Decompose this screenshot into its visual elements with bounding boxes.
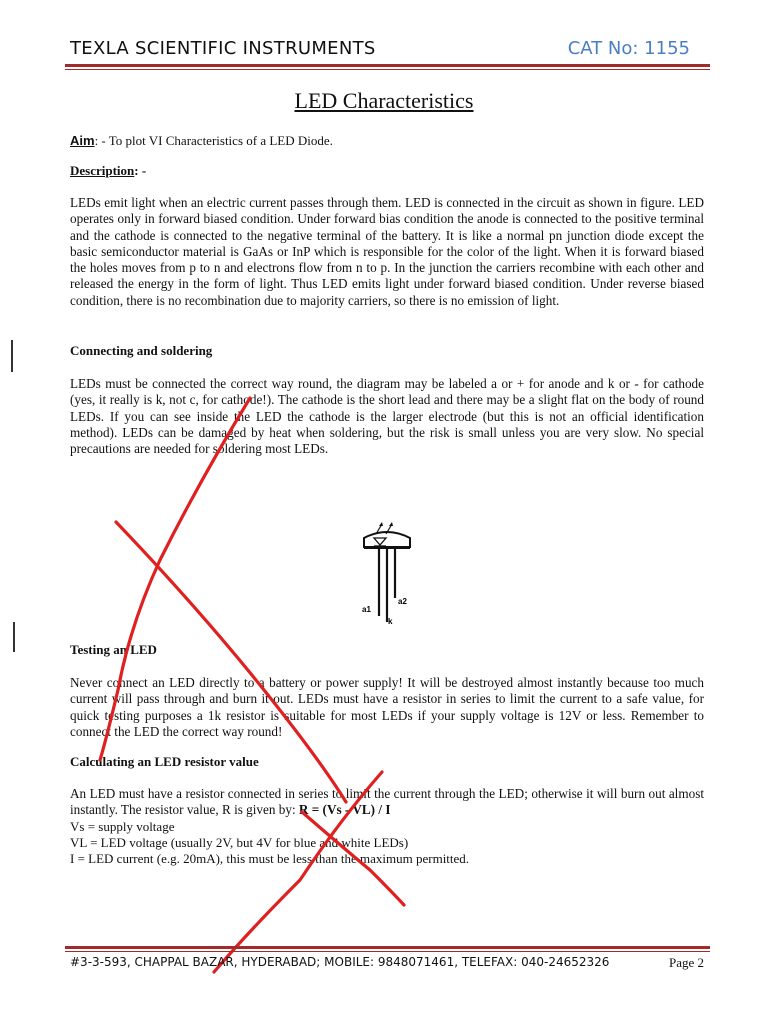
led-diagram: [352, 518, 422, 628]
page-title: LED Characteristics: [294, 88, 474, 113]
i-definition: I = LED current (e.g. 20mA), this must be less than the maximum permitted.: [70, 851, 470, 866]
company-name: TEXLA SCIENTIFIC INSTRUMENTS: [70, 38, 376, 59]
footer-rule-thick: [65, 946, 710, 949]
catalog-number: CAT No: 1155: [567, 38, 690, 59]
vs-definition: Vs = supply voltage: [70, 819, 175, 834]
margin-mark-top: [11, 340, 13, 372]
header-rule-thin: [65, 69, 710, 70]
testing-heading: Testing an LED: [70, 642, 157, 657]
connecting-heading: Connecting and soldering: [70, 343, 213, 358]
footer-address: #3-3-593, CHAPPAL BAZAR, HYDERABAD; MOBILE: 9848071461, TELEFAX: 040-24652326: [70, 955, 610, 969]
page-number: Page 2: [668, 955, 704, 970]
calculating-text: An LED must have a resistor connected in series to limit the current through the LED; otherwise it will burn out almost instantly. The resistor value, R is given by:: [70, 786, 704, 818]
diagram-label-a1: a1: [362, 605, 371, 614]
connecting-paragraph: LEDs must be connected the correct way round, the diagram may be labeled a or + for anode and k or - for cathode (yes, it really is k, not c, for cathode!). The cathode is the short lead and there may be a slight flat on the body of round LEDs. If you can see inside the LED the cathode is the larger electrode (but this is not an official identification method). LEDs can be damaged by heat when soldering, but the risk is small unless you are very slow. No special precautions are needed for soldering most LEDs.: [70, 376, 704, 457]
diagram-label-a2: a2: [398, 597, 407, 606]
footer: [70, 955, 704, 969]
header-rule-thick: [65, 64, 710, 67]
margin-mark-bottom: [13, 622, 15, 652]
calculating-heading: Calculating an LED resistor value: [70, 754, 259, 769]
vl-definition: VL = LED voltage (usually 2V, but 4V for blue and white LEDs): [70, 835, 409, 850]
resistor-formula: R = (Vs - VL) / I: [298, 802, 391, 818]
description-label: Description: [70, 163, 135, 178]
aim-text: : - To plot VI Characteristics of a LED Diode.: [94, 133, 333, 148]
testing-paragraph: Never connect an LED directly to a battery or power supply! It will be destroyed almost instantly because too much current will pass through and burn it out. LEDs must have a resistor in series to limit the current to a safe value, for quick testing purposes a 1k resistor is suitable for most LEDs if your supply voltage is 12V or less. Remember to connect the LED the correct way round!: [70, 675, 704, 739]
calculating-paragraph: [70, 786, 704, 819]
diagram-label-k: k: [388, 617, 393, 626]
description-paragraph: LEDs emit light when an electric current passes through them. LED is connected in the circuit as shown in figure. LED operates only in forward biased condition. Under forward bias condition the anode is connected to the positive terminal and the cathode is connected to the negative terminal of the battery. It is like a normal pn junction diode except the basic semiconductor material is GaAs or InP which is responsible for the color of the light. When it is forward biased the holes moves from p to n and electrons flow from n to p. In the junction the carriers recombine with each other and released the energy in the form of light. Thus LED emits light under forward biased condition. Under reverse biased condition, there is no recombination due to majority carriers, so there is no emission of light.: [70, 195, 704, 308]
description-suffix: : -: [134, 163, 147, 178]
aim-line: [70, 133, 704, 149]
aim-label: Aim: [70, 133, 95, 148]
footer-rule-thin: [65, 951, 710, 952]
description-heading: [70, 163, 704, 179]
